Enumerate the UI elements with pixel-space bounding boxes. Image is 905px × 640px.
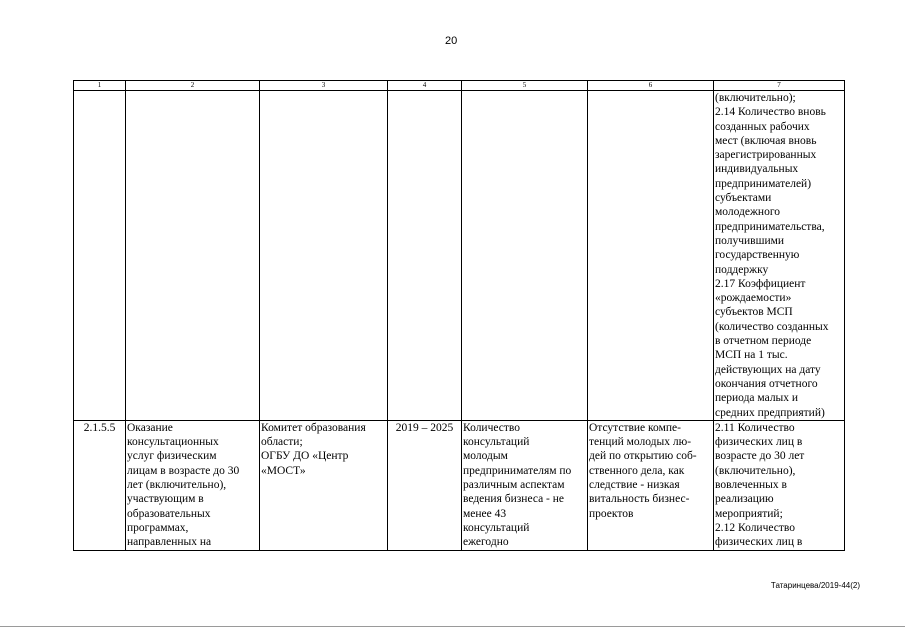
implementation-period: 2019 – 2025 (388, 420, 462, 550)
result-line: менее 43 (463, 507, 507, 520)
executor-line: Комитет образования (261, 421, 366, 434)
indicator-line: МСП на 1 тыс. (715, 349, 788, 362)
consequences-cell (588, 420, 714, 550)
indicator-line: средних предприятий) (715, 406, 825, 419)
consequence-line: витальность бизнес- (589, 493, 690, 506)
description-line: лет (включительно), (127, 479, 227, 492)
result-line: консультаций (463, 436, 530, 449)
indicator-line: в отчетном периоде (715, 335, 812, 348)
consequence-line: тенций молодых лю- (589, 436, 692, 449)
consequence-line: Отсутствие компе- (589, 421, 681, 434)
description-line: направленных на (127, 536, 212, 549)
indicator-line: физических лиц в (715, 436, 803, 449)
indicator-line: «рождаемости» (715, 292, 792, 305)
executor-line: «МОСТ» (261, 464, 306, 477)
indicator-line: индивидуальных (715, 163, 799, 176)
column-number-row (74, 81, 845, 91)
column-number-5: 5 (462, 81, 588, 91)
description-line: программах, (127, 521, 189, 534)
activity-row-2-1-5-5 (74, 420, 845, 550)
continued-cell-4 (388, 91, 462, 421)
indicator-line: 2.11 Количество (715, 421, 795, 434)
indicator-line: реализацию (715, 493, 774, 506)
description-line: лицам в возрасте до 30 (127, 464, 240, 477)
result-line: консультаций (463, 521, 530, 534)
page-number: 20 (445, 35, 458, 47)
column-number-1: 1 (74, 81, 126, 91)
indicator-line: субъектов МСП (715, 306, 793, 319)
indicator-line: (включительно); (715, 92, 796, 104)
result-line: ведения бизнеса - не (463, 493, 565, 506)
bottom-divider (0, 626, 905, 627)
indicator-line: созданных рабочих (715, 120, 810, 133)
indicator-line: вовлеченных в (715, 479, 787, 492)
indicator-line: действующих на дату (715, 363, 821, 376)
indicator-line: возрасте до 30 лет (715, 450, 805, 463)
column-number-7: 7 (714, 81, 845, 91)
continued-row (74, 91, 845, 421)
column-number-4: 4 (388, 81, 462, 91)
consequence-line: следствие - низкая (589, 479, 680, 492)
indicator-line: периода малых и (715, 392, 799, 405)
continued-cell-3 (260, 91, 388, 421)
activity-number: 2.1.5.5 (74, 420, 126, 550)
indicator-line: 2.17 Коэффициент (715, 277, 806, 290)
result-line: предпринимателям по (463, 464, 572, 477)
continued-cell-6 (588, 91, 714, 421)
indicator-line: мероприятий; (715, 507, 783, 520)
consequence-line: дей по открытию соб- (589, 450, 697, 463)
description-line: услуг физическим (127, 450, 217, 463)
indicator-line: 2.12 Количество (715, 521, 795, 534)
description-line: образовательных (127, 507, 211, 520)
indicator-line: субъектами (715, 192, 772, 205)
indicator-line: поддержку (715, 263, 769, 276)
indicator-line: (включительно), (715, 464, 796, 477)
continued-indicators-cell (714, 91, 845, 421)
activity-description-cell (126, 420, 260, 550)
indicator-line: государственную (715, 249, 800, 262)
continued-cell-5 (462, 91, 588, 421)
description-line: участвующим в (127, 493, 204, 506)
indicator-line: окончания отчетного (715, 377, 818, 390)
program-activities-table (73, 80, 845, 551)
result-line: ежегодно (463, 536, 509, 549)
result-line: Количество (463, 421, 520, 434)
column-number-3: 3 (260, 81, 388, 91)
consequence-line: проектов (589, 507, 634, 520)
description-line: консультационных (127, 436, 219, 449)
executor-line: ОГБУ ДО «Центр (261, 450, 349, 463)
indicator-line: 2.14 Количество вновь (715, 106, 826, 119)
consequence-line: ственного дела, как (589, 464, 685, 477)
result-line: различным аспектам (463, 479, 565, 492)
responsible-executor-cell (260, 420, 388, 550)
document-footer-code: Татаринцева/2019-44(2) (770, 581, 860, 590)
continued-cell-2 (126, 91, 260, 421)
result-line: молодым (463, 450, 508, 463)
description-line: Оказание (127, 421, 173, 434)
indicator-line: получившими (715, 234, 785, 247)
expected-result-cell (462, 420, 588, 550)
indicator-line: молодежного (715, 206, 781, 219)
column-number-6: 6 (588, 81, 714, 91)
indicator-line: зарегистрированных (715, 149, 817, 162)
executor-line: области; (261, 436, 303, 449)
indicator-line: (количество созданных (715, 320, 829, 333)
indicators-cell (714, 420, 845, 550)
indicator-line: физических лиц в (715, 536, 803, 549)
indicator-line: предпринимательства, (715, 220, 825, 233)
indicator-line: мест (включая вновь (715, 134, 817, 147)
column-number-2: 2 (126, 81, 260, 91)
indicator-line: предпринимателей) (715, 177, 812, 190)
continued-cell-1 (74, 91, 126, 421)
